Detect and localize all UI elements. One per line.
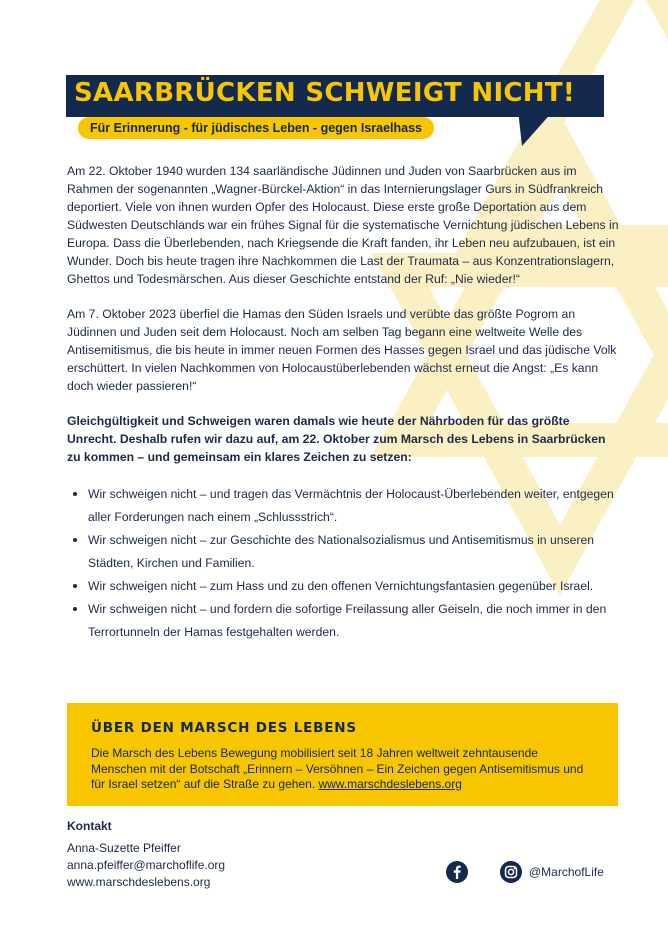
page-title: SAARBRÜCKEN SCHWEIGT NICHT! bbox=[74, 78, 576, 108]
contact-label: Kontakt bbox=[67, 819, 112, 833]
contact-website[interactable]: www.marschdeslebens.org bbox=[67, 875, 211, 889]
list-item: Wir schweigen nicht – zur Geschichte des Nationalsozialismus und Antisemitismus in unseren Städten, Kirchen und Familien. bbox=[67, 529, 619, 575]
contact-name: Anna-Suzette Pfeiffer bbox=[67, 841, 181, 855]
speech-bubble-tail bbox=[518, 110, 558, 150]
social-handle[interactable]: @MarchofLife bbox=[529, 865, 604, 879]
facebook-icon[interactable] bbox=[446, 861, 468, 883]
main-content bbox=[67, 162, 619, 644]
list-item: Wir schweigen nicht – und tragen das Vermächtnis der Holocaust-Überlebenden weiter, entgegen aller Forderungen nach einem „Schlussstrich“. bbox=[67, 483, 619, 529]
bullet-list bbox=[67, 483, 619, 644]
paragraph-call-to-action: Gleichgültigkeit und Schweigen waren damals wie heute der Nährboden für das größte Unrecht. Deshalb rufen wir dazu auf, am 22. Oktober zum Marsch des Lebens in Saarbrücken zu kommen – und gemeinsam ein klares Zeichen zu setzen: bbox=[67, 414, 606, 464]
subtitle-pill: Für Erinnerung - für jüdisches Leben - gegen Israelhass bbox=[78, 117, 434, 139]
info-description: Die Marsch des Lebens Bewegung mobilisiert seit 18 Jahren weltweit zehntausende Menschen mit der Botschaft „Erinnern – Versöhnen – Ein Zeichen gegen Antisemitismus und für Israel setzen“ auf die Straße zu gehen. bbox=[91, 746, 584, 791]
contact-block bbox=[67, 818, 225, 891]
info-title: ÜBER DEN MARSCH DES LEBENS bbox=[91, 720, 357, 736]
list-item: Wir schweigen nicht – zum Hass und zu den offenen Vernichtungsfantasien gegenüber Israel. bbox=[67, 575, 619, 598]
contact-email[interactable]: anna.pfeiffer@marchoflife.org bbox=[67, 858, 226, 872]
website-link[interactable]: www.marschdeslebens.org bbox=[318, 777, 462, 791]
paragraph-2: Am 7. Oktober 2023 überfiel die Hamas den Süden Israels und verübte das größte Pogrom an Jüdinnen und Juden seit dem Holocaust. Noch am selben Tag begann eine weltweite Welle des Antisemitismus, die bis heute in immer neuen Formen des Hasses gegen Israel und das jüdische Volk erschüttert. In vielen Nachkommen von Holocaustüberlebenden wächst erneut die Angst: „Es kann doch wieder passieren!“ bbox=[67, 307, 617, 393]
paragraph-1: Am 22. Oktober 1940 wurden 134 saarländische Jüdinnen und Juden von Saarbrücken aus im Rahmen der sogenannten „Wagner-Bürckel-Aktion“ in das Internierungslager Gurs in Südfrankreich deportiert. Viele von ihnen wurden Opfer des Holocaust. Diese erste große Deportation aus dem Südwesten Deutschlands war ein frühes Signal für die systematische Vernichtung jüdischen Lebens in Europa. Dass die Überlebenden, nach Kriegsende die Kraft fanden, ihr Leben neu aufzubauen, ist ein Wunder. Doch bis heute tragen ihre Nachkommen die Last der Traumata – aus Konzentrationslagern, Ghettos und Todesmärschen. Aus dieser Geschichte entstand der Ruf: „Nie wieder!“ bbox=[67, 164, 619, 286]
list-item: Wir schweigen nicht – und fordern die sofortige Freilassung aller Geiseln, die noch immer in den Terrortunneln der Hamas festgehalten werden. bbox=[67, 598, 619, 644]
instagram-icon[interactable] bbox=[500, 861, 522, 883]
info-box bbox=[67, 703, 618, 806]
info-text bbox=[91, 746, 594, 793]
